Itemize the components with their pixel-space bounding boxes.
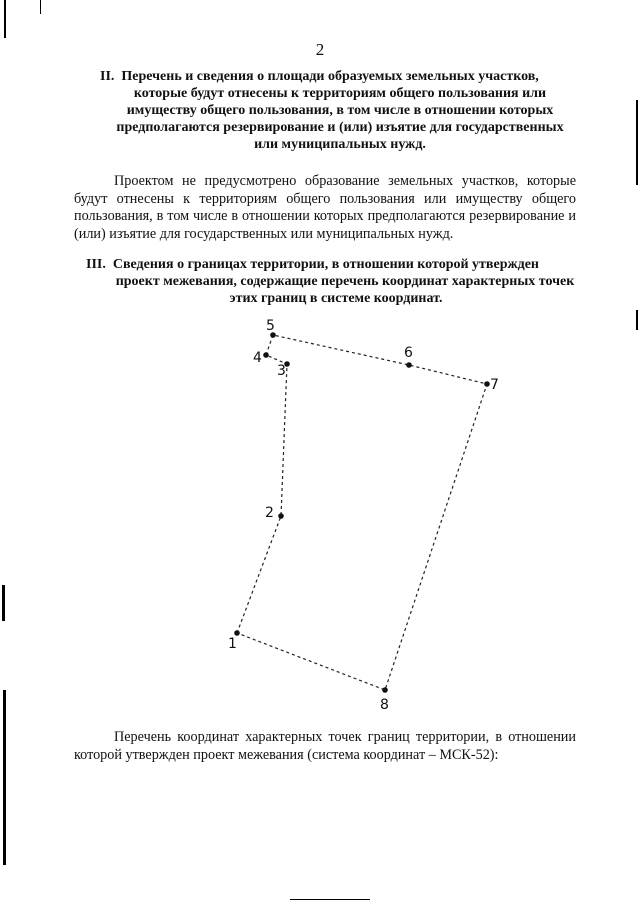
section-2-title-line: или муниципальных нужд. (254, 137, 426, 152)
boundary-point-label: 6 (404, 345, 413, 361)
section-2-title-line: предполагаются резервирование и (или) изъятие для государственных (116, 120, 564, 135)
page-number: 2 (315, 40, 325, 59)
boundary-point-label: 7 (490, 377, 499, 393)
section-2-paragraph: Проектом не предусмотрено образование земельных участков, которые будут отнесены к территориям общего пользования или имуществу общего пользования, в том числе в отношении которых предполагаются резервирование и (или) изъятие для государственных или муниципальных нужд. (74, 173, 576, 242)
section-2-title-line: II. Перечень и сведения о площади образуемых земельных участков, (100, 69, 539, 84)
section-2-title-line: которые будут отнесены к территориям общего пользования или (133, 86, 547, 101)
section-2-title-line: имуществу общего пользования, в том числе в отношении которых (126, 103, 554, 118)
boundary-point-label: 5 (266, 318, 275, 334)
section-3-title-line: проект межевания, содержащие перечень координат характерных точек (115, 274, 575, 289)
boundary-point-label: 8 (380, 697, 389, 713)
boundary-point-label: 1 (228, 636, 237, 652)
boundary-point-label: 3 (277, 363, 286, 379)
coordinates-intro: Перечень координат характерных точек границ территории, в отношении которой утвержден проект межевания (система координат – МСК-52): (74, 729, 576, 763)
boundary-point-label: 2 (265, 505, 274, 521)
section-2-number: II. (100, 69, 115, 84)
boundary-point-8 (382, 687, 388, 693)
section-3-title-line: этих границ в системе координат. (229, 291, 443, 306)
boundary-point-1 (234, 630, 240, 636)
boundary-point-7 (484, 381, 490, 387)
boundary-point-label: 4 (253, 350, 262, 366)
boundary-point-2 (278, 513, 284, 519)
section-3-title-line: III. Сведения о границах территории, в отношении которой утвержден (86, 257, 539, 272)
section-3-number: III. (86, 257, 106, 272)
boundary-polygon (237, 335, 487, 690)
boundary-point-6 (406, 362, 412, 368)
boundary-point-4 (263, 352, 269, 358)
